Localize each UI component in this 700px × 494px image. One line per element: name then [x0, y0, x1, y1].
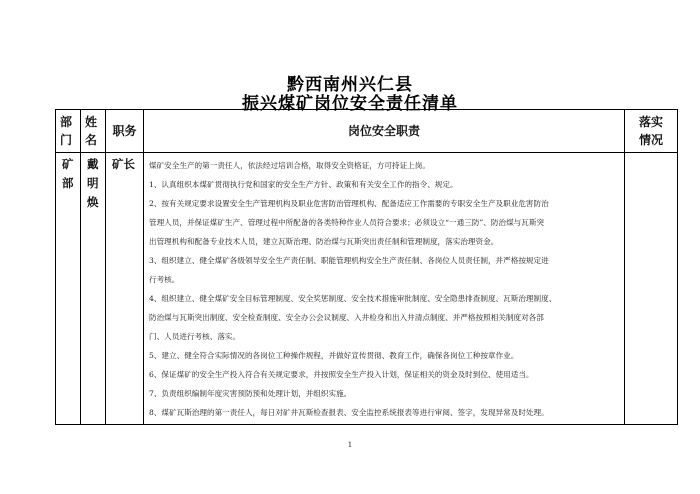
duty-line: 管理人员，并保证煤矿生产、管理过程中所配备的各类特种作业人员符合要求；必须设立“一通三防”、防治煤与瓦斯突	[149, 218, 545, 227]
header-dept-char: 部	[60, 115, 73, 129]
name-cell	[81, 153, 106, 425]
name-char: 明	[87, 176, 99, 190]
header-dept	[56, 110, 81, 153]
duty-line: 8、煤矿瓦斯治理的第一责任人，每日对矿井瓦斯检查报表、安全监控系统报表等进行审阅、签字，发现异常及时处理。	[149, 408, 549, 417]
table-row	[56, 153, 678, 425]
document-title-line2: 振兴煤矿岗位安全责任清单	[242, 94, 458, 114]
dept-char: 矿	[62, 157, 74, 171]
dept-char: 部	[62, 176, 74, 190]
duty-line: 门、人员进行考核、落实。	[149, 332, 241, 341]
duty-line: 7、负责组织编制年度灾害预防预和处理计划，并组织实施。	[149, 389, 352, 398]
duty-line: 6、保证煤矿的安全生产投入符合有关规定要求，并按照安全生产投入计划，保证相关的资金及时到位、使用适当。	[149, 370, 534, 379]
page-number: 1	[347, 441, 353, 449]
duty-line: 3、组织建立、健全煤矿各级领导安全生产责任制、职能管理机构安全生产责任制、各岗位人员责任制，并严格按规定进	[149, 256, 549, 265]
header-dept-char: 门	[60, 133, 73, 147]
name-char: 戴	[87, 157, 99, 171]
dept-cell	[56, 153, 81, 425]
duty-line: 出管理机构和配备专业技术人员，建立瓦斯治理、防治煤与瓦斯突出责任制和管理制度，落实治理资金。	[149, 237, 499, 246]
header-status	[625, 110, 678, 153]
duty-line: 防治煤与瓦斯突出制度、安全检查制度、安全办公会议制度、入井检身和出入井清点制度、并严格按照相关制度对各部	[149, 313, 544, 322]
status-cell	[625, 153, 678, 425]
header-duties: 岗位安全职责	[144, 110, 625, 153]
duty-line: 2、按有关规定要求设置安全生产管理机构及职业危害防治管理机构、配备适应工作需要的专职安全生产及职业危害防治	[149, 199, 549, 208]
table-header-row	[56, 110, 678, 153]
duty-line: 4、组织建立、健全煤矿安全目标管理制度、安全奖惩制度、安全技术措施审批制度、安全隐患排查制度、瓦斯治理制度、	[149, 294, 557, 303]
header-name-char: 姓	[85, 115, 98, 129]
duty-line: 5、建立、健全符合实际情况的各岗位工种操作规程，并做好宣传贯彻、教育工作，确保各岗位工种按章作业。	[149, 351, 519, 360]
responsibility-table	[55, 109, 678, 425]
document-title-line1: 黔西南州兴仁县	[287, 75, 413, 95]
name-char: 焕	[87, 195, 99, 209]
header-status-line: 落实	[638, 115, 663, 129]
duty-line: 煤矿安全生产的第一责任人，依法经过培训合格，取得安全资格证，方可持证上岗。	[149, 161, 430, 170]
header-name	[81, 110, 106, 153]
position-cell: 矿长	[106, 153, 144, 425]
duty-line: 1、认真组织本煤矿贯彻执行党和国家的安全生产方针、政策和有关安全工作的指令、规定。	[149, 180, 458, 189]
header-name-char: 名	[85, 133, 98, 147]
duties-cell	[144, 153, 625, 425]
duty-line: 行考核。	[149, 275, 180, 284]
header-status-line: 情况	[638, 133, 663, 147]
header-position: 职务	[106, 110, 144, 153]
